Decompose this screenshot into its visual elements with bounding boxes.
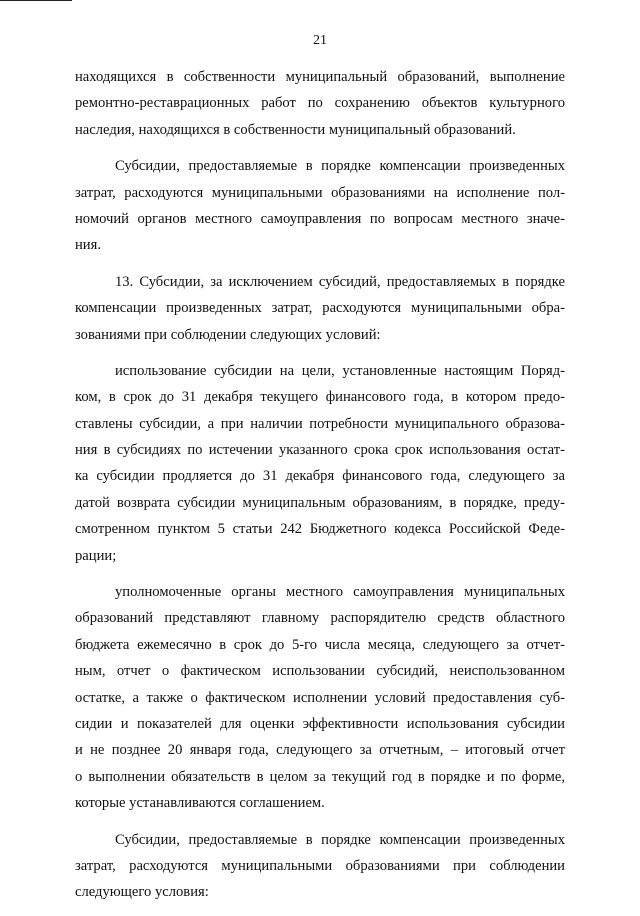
text-line: наследия, находящихся в собственности муниципальный образований. xyxy=(75,121,516,138)
text-line: ставлены субсидии, а при наличии потребности муниципального образова- xyxy=(75,415,565,432)
text-line: бюджета ежемесячно в срок до 5-го числа месяца, следующего за отчет- xyxy=(75,636,565,653)
text-line: ка субсидии продляется до 31 декабря финансового года, следующего за xyxy=(75,468,565,485)
paragraph-3 xyxy=(75,269,565,348)
text-line: рации; xyxy=(75,547,117,564)
text-line: уполномоченные органы местного самоуправления муниципальных xyxy=(115,584,565,601)
text-line: ком, в срок до 31 декабря текущего финансового года, в котором предо- xyxy=(75,389,565,406)
text-line: затрат, расходуются муниципальными образованиями на исполнение пол- xyxy=(75,184,565,201)
text-line: о выполнении обязательств в целом за текущий год в порядке и по форме, xyxy=(75,768,565,785)
text-line: и не позднее 20 января года, следующего за отчетным, – итоговый отчет xyxy=(75,742,565,759)
paragraph-2 xyxy=(75,153,565,259)
paragraph-6 xyxy=(75,827,565,906)
text-line: ния в субсидиях по истечении указанного срока срок использования остат- xyxy=(75,442,565,459)
paragraph-4 xyxy=(75,358,565,569)
scan-edge-mark xyxy=(0,0,72,1)
text-line: Субсидии, предоставляемые в порядке компенсации произведенных xyxy=(115,158,565,175)
text-line: использование субсидии на цели, установленные настоящим Поряд- xyxy=(115,362,565,379)
text-line: зованиями при соблюдении следующих условий: xyxy=(75,326,381,343)
text-line: сидии и показателей для оценки эффективности использования субсидии xyxy=(75,715,565,732)
text-line: компенсации произведенных затрат, расходуются муниципальными обра- xyxy=(75,300,565,317)
text-line: остатке, а также о фактическом исполнении условий предоставления суб- xyxy=(75,689,565,706)
text-line: образований представляют главному распорядителю средств областного xyxy=(75,610,565,627)
text-line: следующего условия: xyxy=(75,884,209,901)
text-line: Субсидии, предоставляемые в порядке компенсации произведенных xyxy=(115,831,565,848)
text-line: номочий органов местного самоуправления по вопросам местного значе- xyxy=(75,210,565,227)
paragraph-1 xyxy=(75,64,565,143)
text-line: ния. xyxy=(75,237,101,254)
text-line: 13. Субсидии, за исключением субсидий, предоставляемых в порядке xyxy=(115,273,565,290)
text-line: датой возврата субсидии муниципальным образованиям, в порядке, преду- xyxy=(75,494,565,511)
paragraph-5 xyxy=(75,579,565,817)
page-number: 21 xyxy=(313,33,327,48)
text-line: ремонтно-реставрационных работ по сохранению объектов культурного xyxy=(75,95,565,112)
document-body xyxy=(75,64,565,916)
text-line: которые устанавливаются соглашением. xyxy=(75,795,325,812)
text-line: ным, отчет о фактическом использовании субсидий, неиспользованном xyxy=(75,663,565,680)
text-line: затрат, расходуются муниципальными образованиями при соблюдении xyxy=(75,857,565,874)
text-line: находящихся в собственности муниципальный образований, выполнение xyxy=(75,69,565,85)
text-line: смотренном пунктом 5 статьи 242 Бюджетного кодекса Российской Феде- xyxy=(75,521,565,538)
